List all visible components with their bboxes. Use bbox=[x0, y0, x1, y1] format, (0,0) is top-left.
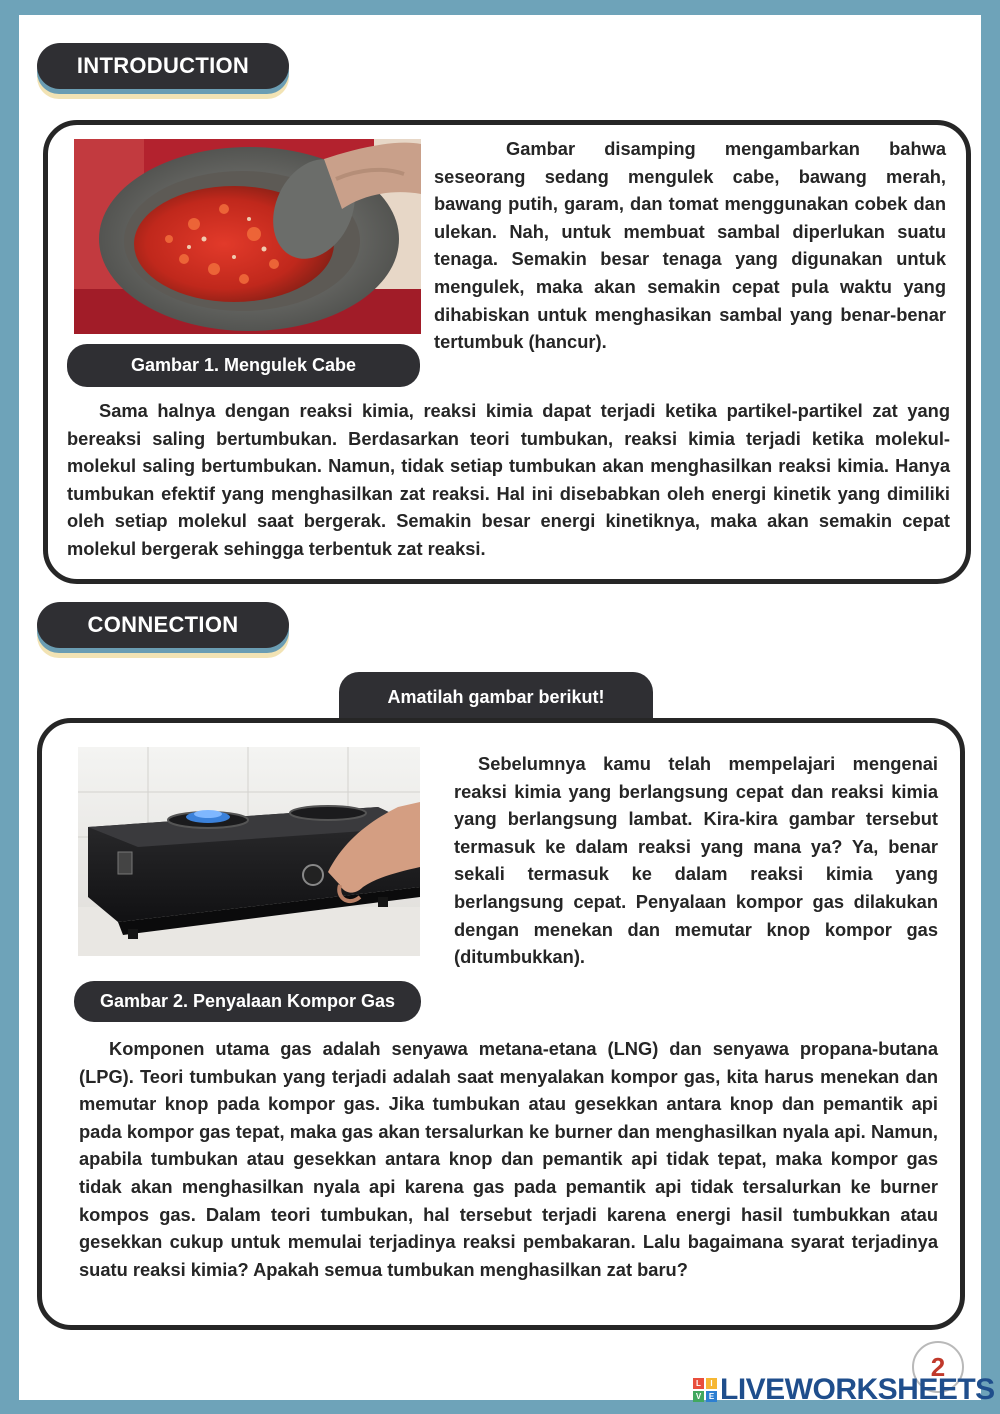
brand-letter-i: I bbox=[706, 1378, 717, 1389]
page-number-badge: 2 bbox=[912, 1341, 964, 1393]
connection-title: CONNECTION bbox=[37, 602, 289, 648]
liveworksheets-wordmark[interactable]: LIVEWORKSHEETS bbox=[720, 1373, 995, 1406]
gas-stove-illustration bbox=[78, 747, 420, 956]
intro-body-paragraph: Sama halnya dengan reaksi kimia, reaksi kimia dapat terjadi ketika partikel-partikel zat yang bereaksi saling bertumbukan. Berdasarkan teori tumbukan, reaksi kimia terjadi ketika molekul-molekul saling bertumbukan. Namun, tidak setiap tumbukan akan menghasilkan reaksi kimia. Hanya tumbukan efektif yang menghasilkan zat reaksi. Hal ini disebabkan oleh energi kinetik yang dimiliki oleh setiap molekul saat bergerak. Semakin besar energi kinetiknya, maka akan semakin cepat molekul bergerak sehingga terbentuk zat reaksi. bbox=[67, 400, 950, 559]
introduction-title: INTRODUCTION bbox=[37, 43, 289, 89]
mortar-chili-photo bbox=[74, 139, 421, 334]
mortar-chili-illustration bbox=[74, 139, 421, 334]
liveworksheets-logo bbox=[693, 1373, 995, 1407]
connection-body-paragraph: Komponen utama gas adalah senyawa metana-etana (LNG) dan senyawa propana-butana (LPG). Teori tumbukan yang terjadi adalah saat menyalakan kompor gas, kita harus menekan dan memutar knop pada kompor gas. Jika tumbukan atau gesekkan antara knop dan pemantik api pada kompor gas tepat, maka gas akan tersalurkan ke burner dan menghasilkan nyala api. Namun, apabila tumbukan atau gesekkan antara knop dan pemantik api tidak tepat, maka kompor gas tidak akan menghasilkan nyala api karena gas pada pemantik api tidak tersalurkan ke burner kompos gas. Dalam teori tumbukan, hal tersebut terjadi karena energi hasil tumbukkan atau gesekkan cukup untuk memulai terjadinya reaksi pembakaran. Lalu bagaimana syarat terjadinya suatu reaksi kimia? Apakah semua tumbukan menghasilkan zat baru? bbox=[79, 1038, 938, 1280]
brand-letter-v: V bbox=[693, 1391, 704, 1402]
gas-stove-photo bbox=[78, 747, 420, 956]
introduction-heading bbox=[37, 43, 291, 101]
figure-2-caption: Gambar 2. Penyalaan Kompor Gas bbox=[74, 981, 421, 1022]
intro-side-paragraph: Gambar disamping mengambarkan bahwa seseorang sedang mengulek cabe, bawang merah, bawang putih, garam, dan tomat menggunakan cobek dan ulekan. Nah, untuk membuat sambal diperlukan suatu tenaga. Semakin besar tenaga yang digunakan untuk mengulek, maka akan semakin cepat pula waktu yang dihabiskan untuk menghasikan sambal yang benar-benar tertumbuk (hancur). bbox=[434, 138, 946, 353]
brand-letter-e: E bbox=[706, 1391, 717, 1402]
connection-heading bbox=[37, 602, 291, 660]
observe-tab: Amatilah gambar berikut! bbox=[339, 672, 653, 722]
figure-1-caption: Gambar 1. Mengulek Cabe bbox=[67, 344, 420, 387]
connection-side-paragraph: Sebelumnya kamu telah mempelajari mengenai reaksi kimia yang berlangsung cepat dan reaksi kimia yang berlangsung lambat. Kira-kira gambar tersebut termasuk ke dalam reaksi yang mana ya? Ya, benar sekali termasuk ke dalam reaksi kimia yang berlangsung cepat. Penyalaan kompor gas dilakukan dengan menekan dan memutar knop kompor gas (ditumbukkan). bbox=[454, 753, 938, 968]
brand-letter-l: L bbox=[693, 1378, 704, 1389]
liveworksheets-grid-icon bbox=[693, 1378, 717, 1402]
